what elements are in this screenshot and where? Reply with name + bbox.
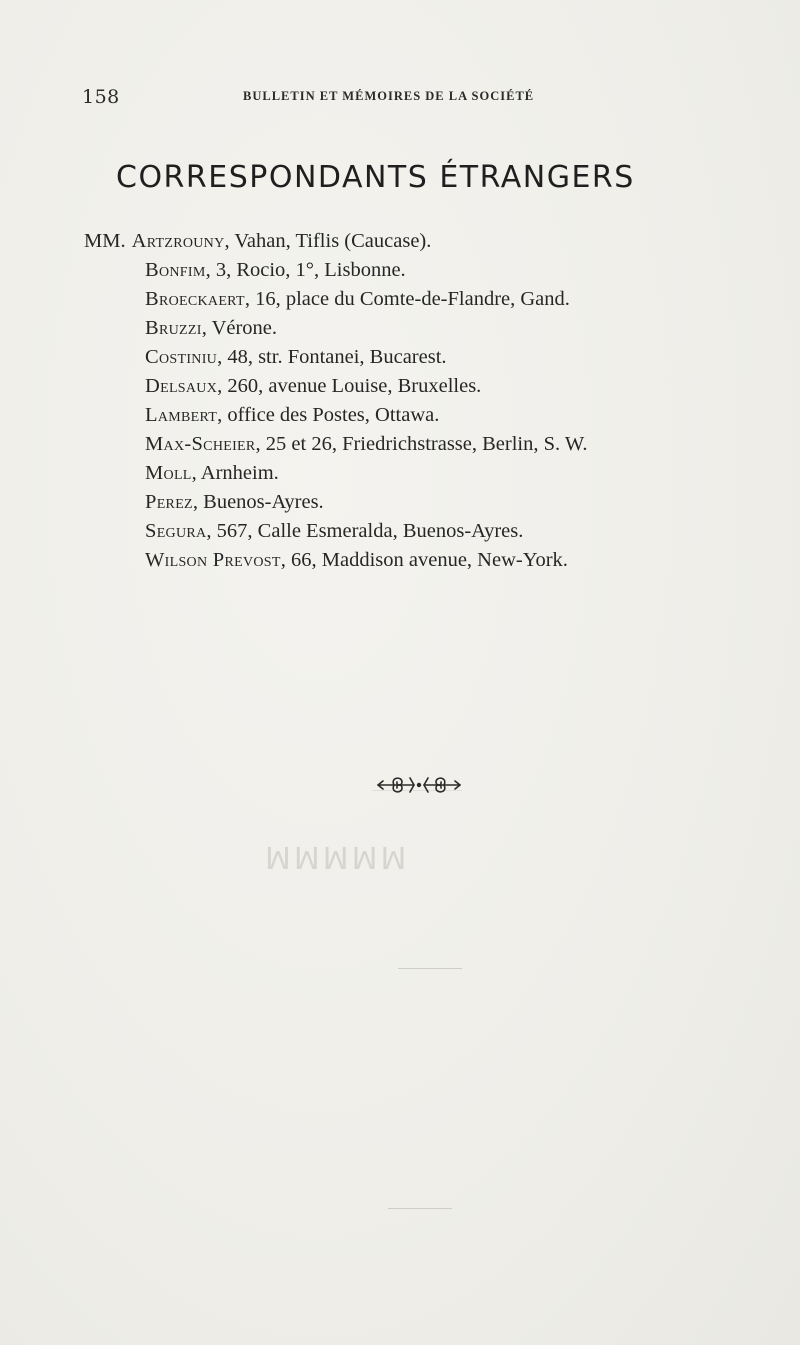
- bleed-through-heading: ꟽꟽꟽꟽꟽ: [262, 842, 407, 877]
- list-item: [145, 375, 481, 397]
- list-item: [145, 549, 568, 571]
- member-details: , 25 et 26, Friedrichstrasse, Berlin, S. W.: [255, 433, 588, 455]
- member-name: Artzrouny: [131, 230, 225, 252]
- list-item: [145, 404, 439, 426]
- member-name: Bonfim: [145, 259, 206, 281]
- member-details: , 567, Calle Esmeralda, Buenos-Ayres.: [206, 520, 524, 542]
- member-name: Lambert: [145, 404, 218, 426]
- list-item: [145, 317, 277, 339]
- title-prefix: MM.: [84, 230, 126, 252]
- ornament-icon: [374, 772, 464, 798]
- member-details: , 16, place du Comte-de-Flandre, Gand.: [244, 288, 570, 310]
- page-number: 158: [82, 86, 120, 108]
- member-name: Segura: [145, 520, 207, 542]
- member-details: , office des Postes, Ottawa.: [217, 404, 440, 426]
- member-name: Max-Scheier: [145, 433, 256, 455]
- member-details: , 260, avenue Louise, Bruxelles.: [217, 375, 482, 397]
- member-name: Moll: [145, 462, 192, 484]
- member-details: , 66, Maddison avenue, New-York.: [280, 549, 568, 571]
- running-head: BULLETIN ET MÉMOIRES DE LA SOCIÉTÉ: [243, 89, 535, 103]
- list-item: [145, 288, 570, 310]
- list-item: [145, 433, 588, 455]
- member-name: Costiniu: [145, 346, 218, 368]
- list-item: [145, 491, 324, 513]
- list-item: [145, 520, 523, 542]
- member-name: Broeckaert: [145, 288, 245, 310]
- list-item: [145, 259, 406, 281]
- member-name: Delsaux: [145, 375, 218, 397]
- member-details: , Arnheim.: [191, 462, 279, 484]
- member-name: Wilson Prevost: [145, 549, 281, 571]
- list-item: [84, 230, 431, 252]
- section-title: CORRESPONDANTS ÉTRANGERS: [116, 160, 635, 195]
- member-details: , 48, str. Fontanei, Bucarest.: [217, 346, 447, 368]
- list-item: [145, 462, 279, 484]
- list-item: [145, 346, 447, 368]
- member-details: , Vahan, Tiflis (Caucase).: [224, 230, 432, 252]
- member-details: , Vérone.: [201, 317, 278, 339]
- member-details: , Buenos-Ayres.: [192, 491, 324, 513]
- bleed-through-rule: [388, 1208, 452, 1209]
- member-details: , 3, Rocio, 1°, Lisbonne.: [205, 259, 406, 281]
- bleed-through-rule: [398, 968, 462, 969]
- member-name: Bruzzi: [145, 317, 202, 339]
- member-name: Perez: [145, 491, 193, 513]
